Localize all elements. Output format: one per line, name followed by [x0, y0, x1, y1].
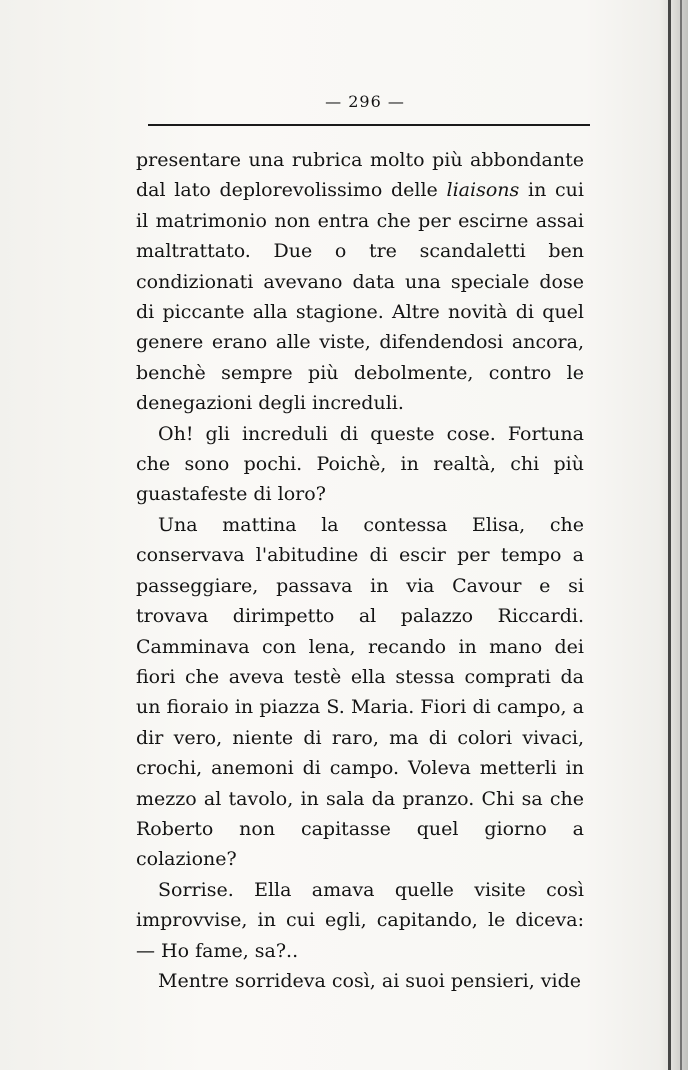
- paragraph-1-text-a: presentare una rubrica molto più abbondante dal lato deplorevolissimo delle: [136, 149, 584, 202]
- header-rule: [148, 124, 590, 126]
- paragraph-3: Una mattina la contessa Elisa, che conservava l'abitudine di escir per tempo a passeggiare, passava in via Cavour e si trovava dirimpetto al palazzo Riccardi. Camminava con lena, recando in mano dei fiori che aveva testè ella stessa comprati da un fioraio in piazza S. Maria. Fiori di campo, a dir vero, niente di raro, ma di colori vivaci, crochi, anemoni di campo. Voleva metterli in mezzo al tavolo, in sala da pranzo. Chi sa che Roberto non capitasse quel giorno a colazione?: [136, 513, 584, 871]
- paragraph-4: Sorrise. Ella amava quelle visite così improvvise, in cui egli, capitando, le diceva: — Ho fame, sa?..: [136, 878, 584, 962]
- paragraph-1-text-b: in cui il matrimonio non entra che per escirne assai maltrattato. Due o tre scandaletti ben condizionati avevano data una speciale dose di piccante alla stagione. Altre novità di quel genere erano alle viste, difendendosi ancora, benchè sempre più debolmente, contro le denegazioni degli increduli.: [136, 179, 584, 415]
- paragraph-2: Oh! gli increduli di queste cose. Fortuna che sono pochi. Poichè, in realtà, chi più guastafeste di loro?: [136, 422, 584, 506]
- paragraph-1: [136, 145, 584, 419]
- body-text: [136, 145, 584, 996]
- page-number-header: — 296 —: [325, 92, 405, 111]
- binding-edge-line: [668, 0, 671, 1070]
- binding-edge-line-outer: [680, 0, 682, 1070]
- paragraph-5: Mentre sorrideva così, ai suoi pensieri, vide: [158, 969, 582, 992]
- italic-word-liaisons: liaisons: [446, 179, 520, 202]
- book-spine-shadow: [660, 0, 688, 1070]
